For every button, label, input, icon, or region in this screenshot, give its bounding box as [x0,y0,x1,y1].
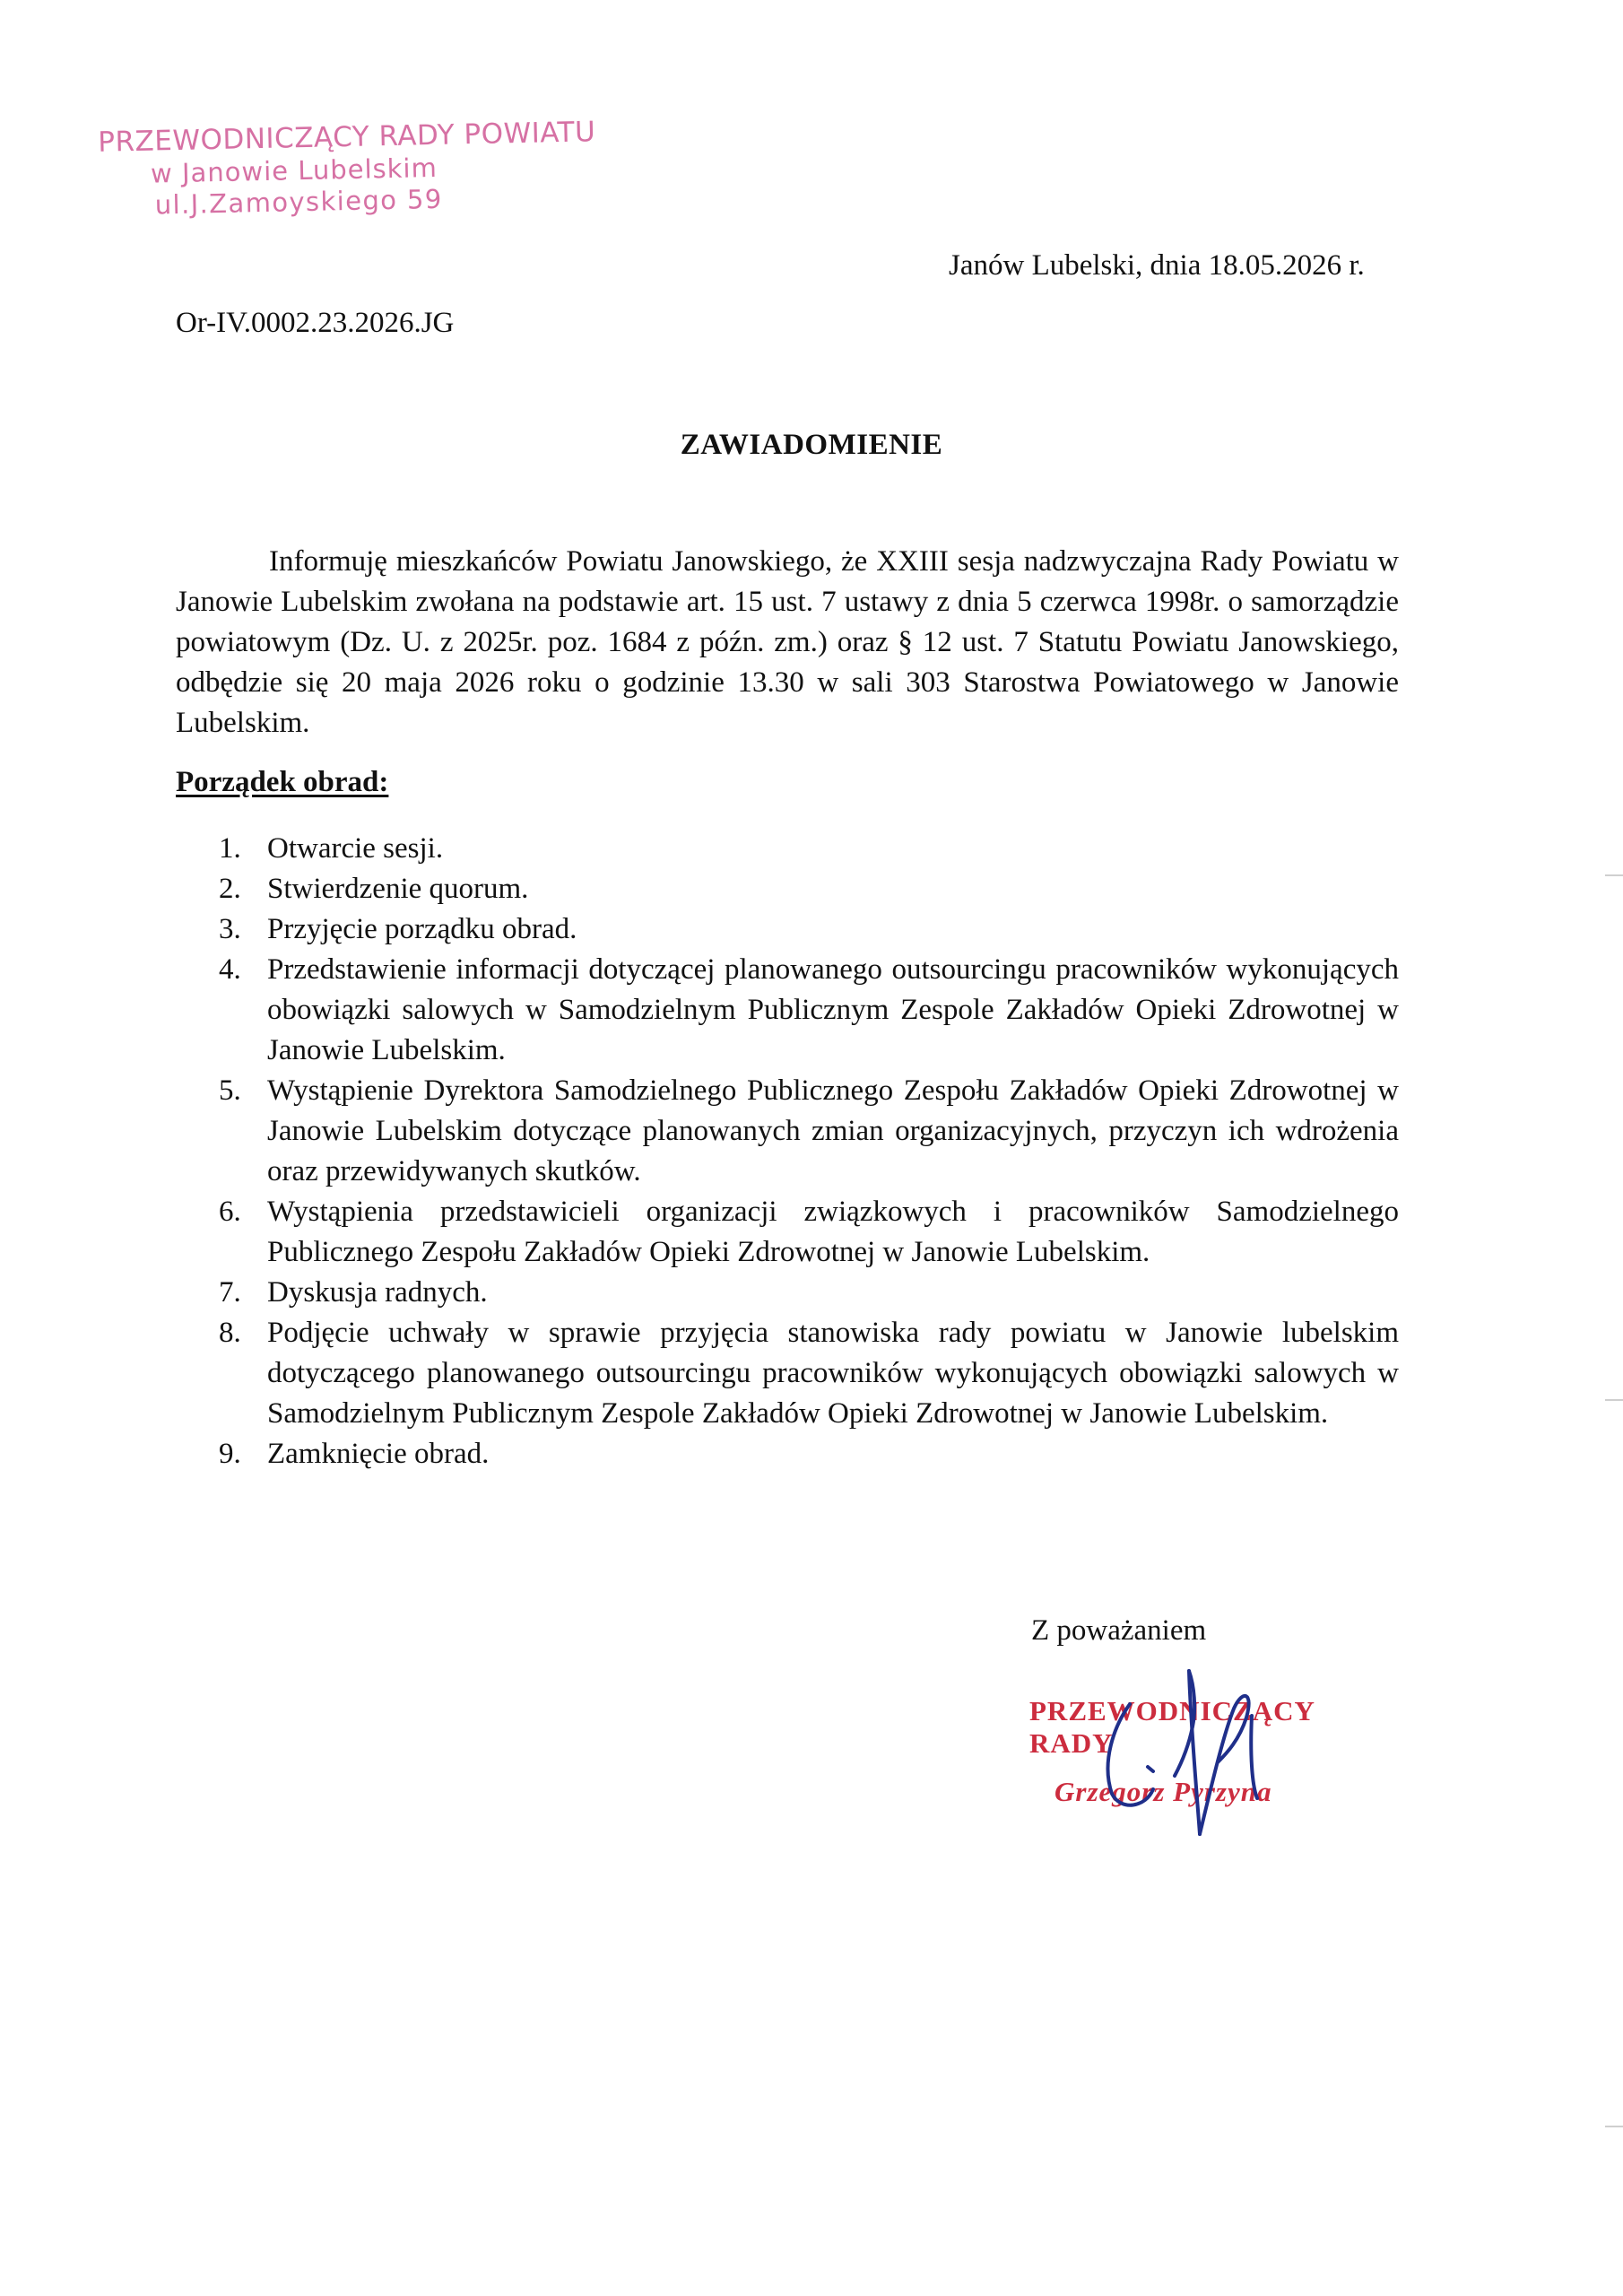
scan-edge-mark [1605,1399,1623,1401]
agenda-item-text: Stwierdzenie quorum. [267,873,529,905]
agenda-item-number: 8. [219,1317,241,1349]
intro-paragraph: Informuję mieszkańców Powiatu Janowskiego, że XXIII sesja nadzwyczajna Rady Powiatu w Janowie Lubelskim zwołana na podstawie art. 15 ust. 7 ustawy z dnia 5 czerwca 1998r. o samorządzie powiatowym (Dz. U. z 2025r. poz. 1684 z późn. zm.) oraz § 12 ust. 7 Statutu Powiatu Janowskiego, odbędzie się 20 maja 2026 roku o godzinie 13.30 w sali 303 Starostwa Powiatowego w Janowie Lubelskim. [176,545,1399,739]
agenda-item-number: 1. [219,832,241,865]
agenda-item-number: 5. [219,1074,241,1107]
agenda-item [176,1434,1399,1474]
agenda-item-text: Przedstawienie informacji dotyczącej planowanego outsourcingu pracowników wykonujących obowiązki salowych w Samodzielnym Publicznym Zespole Zakładów Opieki Zdrowotnej w Janowie Lubelskim. [267,953,1399,1066]
signature-stamp-name: Grzegorz Pyrzyna [1055,1776,1272,1807]
agenda-item [176,869,1399,909]
agenda-item-number: 4. [219,953,241,986]
agenda-item-text: Dyskusja radnych. [267,1276,488,1309]
agenda-item-number: 2. [219,873,241,905]
agenda-item [176,1273,1399,1313]
agenda-heading: Porządek obrad: [176,766,389,798]
office-stamp-line-1: PRZEWODNICZĄCY RADY POWIATU [97,116,596,159]
agenda-item-text: Wystąpienie Dyrektora Samodzielnego Publicznego Zespołu Zakładów Opieki Zdrowotnej w Janowie Lubelskim dotyczące planowanych zmian organizacyjnych, przyczyn ich wdrożenia oraz przewidywanych skutków. [267,1074,1399,1187]
office-stamp [98,116,597,222]
agenda-item [176,950,1399,1071]
scan-edge-mark [1605,2126,1623,2127]
agenda-item [176,1313,1399,1434]
agenda-item-number: 9. [219,1438,241,1470]
document-title: ZAWIADOMIENIE [680,429,943,461]
handwritten-signature [1031,1628,1372,1861]
agenda-item-number: 3. [219,913,241,945]
agenda-item-number: 6. [219,1196,241,1228]
agenda-item-text: Przyjęcie porządku obrad. [267,913,577,945]
closing-salutation: Z poważaniem [1031,1614,1207,1647]
agenda-item-text: Zamknięcie obrad. [267,1438,490,1470]
agenda-item-text: Otwarcie sesji. [267,832,444,865]
agenda-item [176,909,1399,950]
agenda-item [176,1071,1399,1192]
signature-stamp-title: PRZEWODNICZĄCY RADY [1029,1695,1315,1759]
reference-number: Or-IV.0002.23.2026.JG [176,307,455,339]
scan-edge-mark [1605,874,1623,876]
agenda-item-text: Wystąpienia przedstawicieli organizacji związkowych i pracowników Samodzielnego Publicznego Zespołu Zakładów Opieki Zdrowotnej w Janowie Lubelskim. [267,1196,1399,1268]
office-stamp-line-2: w Janowie Lubelskim [150,152,438,189]
agenda-list [176,829,1399,1474]
agenda-item-number: 7. [219,1276,241,1309]
place-and-date: Janów Lubelski, dnia 18.05.2026 r. [949,249,1365,282]
office-stamp-line-3: ul.J.Zamoyskiego 59 [154,183,443,221]
agenda-item [176,1192,1399,1273]
agenda-item-text: Podjęcie uchwały w sprawie przyjęcia stanowiska rady powiatu w Janowie lubelskim dotyczącego planowanego outsourcingu pracowników wykonujących obowiązki salowych w Samodzielnym Publicznym Zespole Zakładów Opieki Zdrowotnej w Janowie Lubelskim. [267,1317,1399,1430]
agenda-item [176,829,1399,869]
